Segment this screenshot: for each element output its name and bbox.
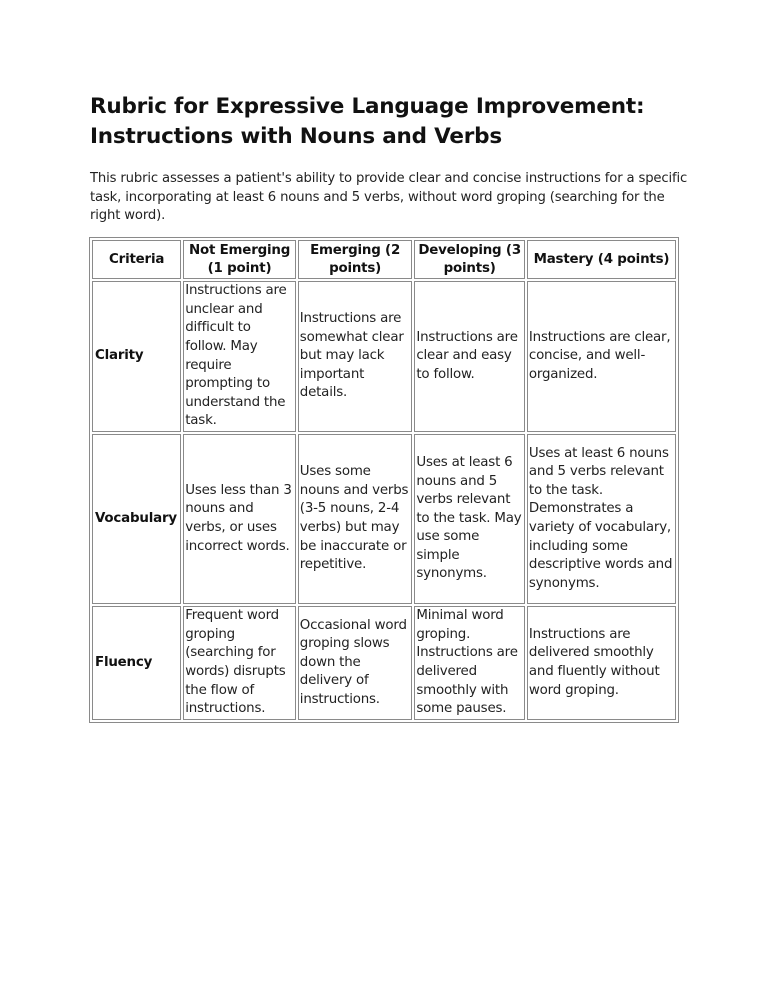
developing-cell: Uses at least 6 nouns and 5 verbs relevant to the task. May use some simple synonyms. xyxy=(414,434,525,604)
criteria-cell: Clarity xyxy=(92,281,181,432)
header-not-emerging: Not Emerging (1 point) xyxy=(183,240,296,279)
rubric-table xyxy=(89,237,679,723)
table-row-vocabulary xyxy=(92,434,676,604)
developing-cell: Minimal word groping. Instructions are delivered smoothly with some pauses. xyxy=(414,606,525,720)
header-row xyxy=(92,240,676,279)
intro-paragraph: This rubric assesses a patient's ability to provide clear and concise instructions for a specific task, incorporating at least 6 nouns and 5 verbs, without word groping (searching for the right word). xyxy=(90,171,688,223)
not-emerging-cell: Instructions are unclear and difficult to follow. May require prompting to understand the task. xyxy=(183,281,296,432)
developing-cell: Instructions are clear and easy to follow. xyxy=(414,281,525,432)
header-criteria: Criteria xyxy=(92,240,181,279)
title-line-1: Rubric for Expressive Language Improvement: xyxy=(90,94,645,119)
header-developing: Developing (3 points) xyxy=(414,240,525,279)
table-row-fluency xyxy=(92,606,676,720)
emerging-cell: Occasional word groping slows down the delivery of instructions. xyxy=(298,606,413,720)
criteria-cell: Vocabulary xyxy=(92,434,181,604)
not-emerging-cell: Frequent word groping (searching for words) disrupts the flow of instructions. xyxy=(183,606,296,720)
criteria-cell: Fluency xyxy=(92,606,181,720)
header-emerging: Emerging (2 points) xyxy=(298,240,413,279)
mastery-cell: Uses at least 6 nouns and 5 verbs relevant to the task. Demonstrates a variety of vocabulary, including some descriptive words and synonyms. xyxy=(527,434,676,604)
table-row-clarity xyxy=(92,281,676,432)
document-body xyxy=(90,92,690,226)
mastery-cell: Instructions are clear, concise, and well-organized. xyxy=(527,281,676,432)
document-title xyxy=(90,92,690,152)
title-line-2: Instructions with Nouns and Verbs xyxy=(90,124,502,149)
mastery-cell: Instructions are delivered smoothly and fluently without word groping. xyxy=(527,606,676,720)
header-mastery: Mastery (4 points) xyxy=(527,240,676,279)
emerging-cell: Uses some nouns and verbs (3-5 nouns, 2-4 verbs) but may be inaccurate or repetitive. xyxy=(298,434,413,604)
emerging-cell: Instructions are somewhat clear but may lack important details. xyxy=(298,281,413,432)
not-emerging-cell: Uses less than 3 nouns and verbs, or uses incorrect words. xyxy=(183,434,296,604)
